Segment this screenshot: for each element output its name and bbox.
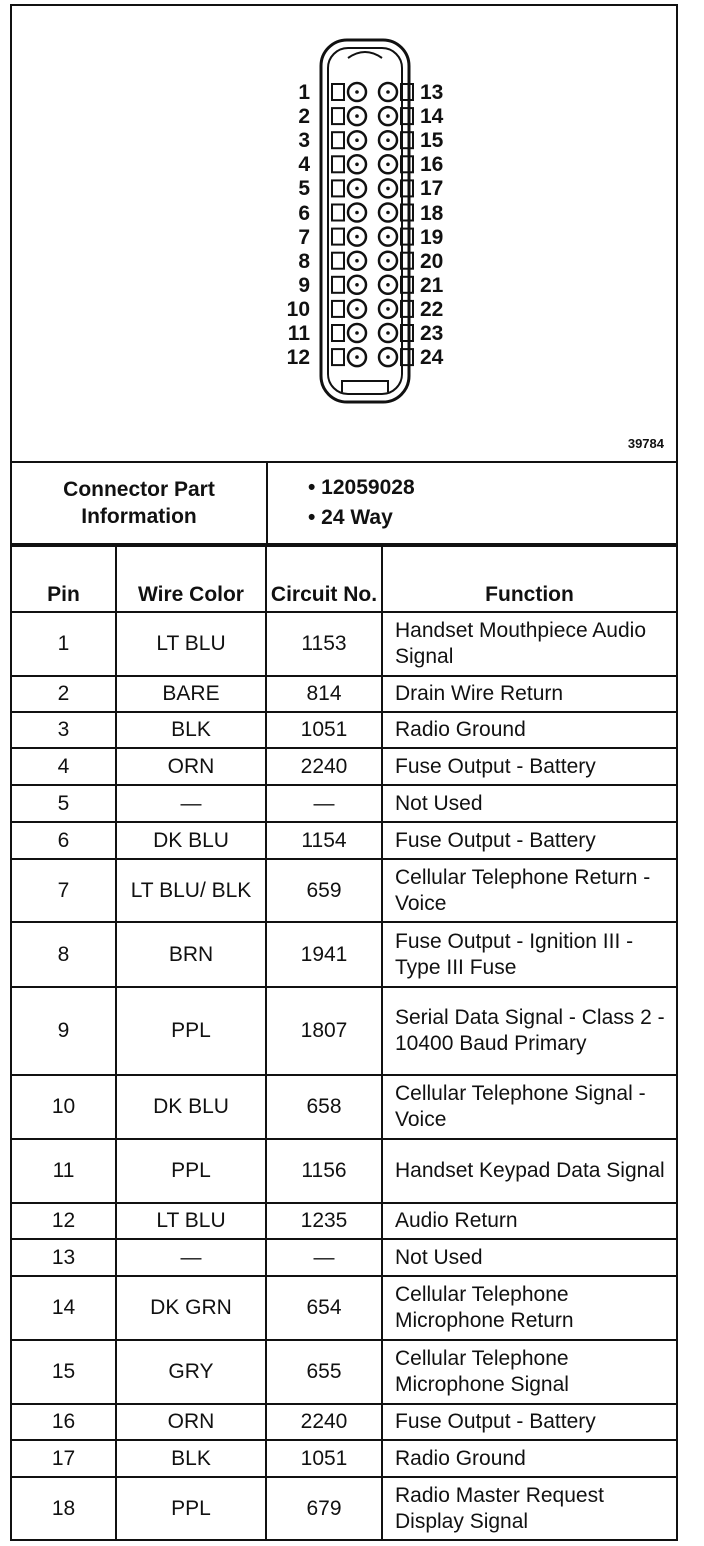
cell-wire-color: DK BLU [116,1075,266,1139]
pin-terminal-right-dot [386,114,390,118]
table-row [12,1239,676,1276]
pin-terminal-right-dot [386,259,390,263]
cell-wire-color: LT BLU [116,612,266,676]
pin-label-right: 14 [420,105,444,129]
cell-circuit-no: 1051 [266,712,382,748]
table-row [12,1440,676,1477]
pin-label-right: 23 [420,322,444,345]
way-count: • 24 Way [308,506,393,529]
header-function: Function [382,546,676,612]
cell-wire-color: LT BLU/ BLK [116,859,266,922]
cell-function: Cellular Telephone Return - Voice [382,859,676,922]
pin-label-left: 2 [298,105,310,129]
pin-terminal-left-dot [355,90,359,94]
cell-pin: 14 [12,1276,116,1340]
connector-latch [348,52,382,58]
pin-label-left: 10 [286,297,310,321]
cell-function: Fuse Output - Battery [382,748,676,785]
table-row [12,987,676,1075]
cell-pin: 4 [12,748,116,785]
cell-pin: 18 [12,1477,116,1540]
pinout-page [10,4,678,1541]
cell-function: Serial Data Signal - Class 2 - 10400 Baud Primary [382,987,676,1075]
connector-bottom-key [342,381,388,392]
pin-label-right: 22 [420,297,444,321]
cell-wire-color: DK BLU [116,822,266,859]
pin-cavity-left [332,84,344,100]
pin-terminal-right-dot [386,187,390,191]
cell-function: Drain Wire Return [382,676,676,712]
cell-pin: 11 [12,1139,116,1203]
pin-cavity-left [332,156,344,172]
pin-label-right: 13 [420,81,444,104]
pin-label-left: 12 [286,346,310,370]
pin-cavity-left [332,205,344,221]
pin-cavity-left [332,277,344,293]
pin-terminal-left-dot [355,331,359,335]
pin-terminal-left-dot [355,114,359,118]
cell-function: Radio Ground [382,712,676,748]
table-row [12,676,676,712]
cell-wire-color: LT BLU [116,1203,266,1239]
figure-number: 39784 [627,436,664,451]
pin-cavity-left [332,301,344,317]
pin-label-right: 21 [420,273,444,297]
connector-diagram [12,6,676,463]
pinout-table [12,545,676,1541]
pin-cavity-left [332,349,344,365]
cell-pin: 15 [12,1340,116,1404]
table-row [12,612,676,676]
cell-pin: 12 [12,1203,116,1239]
pin-terminal-left-dot [355,235,359,239]
cell-circuit-no: 2240 [266,748,382,785]
cell-function: Cellular Telephone Microphone Signal [382,1340,676,1404]
table-row [12,748,676,785]
pin-label-right: 16 [420,153,444,177]
cell-pin: 7 [12,859,116,922]
cell-function: Handset Mouthpiece Audio Signal [382,612,676,676]
pin-cavity-left [332,108,344,124]
cell-pin: 9 [12,987,116,1075]
table-row [12,785,676,822]
cell-function: Handset Keypad Data Signal [382,1139,676,1203]
table-row [12,822,676,859]
cell-wire-color: — [116,1239,266,1276]
pin-terminal-left-dot [355,355,359,359]
pin-terminal-left-dot [355,138,359,142]
cell-circuit-no: 658 [266,1075,382,1139]
table-header-row [12,546,676,612]
table-row [12,1075,676,1139]
cell-circuit-no: 1154 [266,822,382,859]
pin-terminal-right-dot [386,138,390,142]
pin-cavity-left [332,325,344,341]
cell-circuit-no: — [266,1239,382,1276]
cell-wire-color: DK GRN [116,1276,266,1340]
cell-pin: 6 [12,822,116,859]
cell-circuit-no: 655 [266,1340,382,1404]
table-row [12,712,676,748]
table-row [12,1139,676,1203]
pin-label-right: 18 [420,201,444,225]
pin-label-right: 20 [420,249,444,273]
pin-label-right: 24 [420,346,444,370]
pin-terminal-right-dot [386,235,390,239]
cell-function: Not Used [382,1239,676,1276]
cell-circuit-no: 679 [266,1477,382,1540]
connector-part-info [12,463,676,545]
cell-function: Cellular Telephone Signal - Voice [382,1075,676,1139]
cell-pin: 13 [12,1239,116,1276]
cell-circuit-no: 1153 [266,612,382,676]
table-row [12,859,676,922]
pin-label-right: 19 [420,225,444,249]
pin-terminal-left-dot [355,187,359,191]
cell-pin: 10 [12,1075,116,1139]
pin-label-left: 7 [298,225,310,249]
pin-terminal-left-dot [355,283,359,287]
pin-cavity-left [332,253,344,269]
pin-label-left: 11 [287,322,310,345]
pin-terminal-right-dot [386,331,390,335]
pin-label-left: 3 [298,129,310,153]
connector-drawing [12,6,676,461]
pin-label-left: 4 [298,153,310,177]
cell-wire-color: PPL [116,1477,266,1540]
pin-terminal-left-dot [355,259,359,263]
cell-pin: 16 [12,1404,116,1440]
cell-wire-color: BARE [116,676,266,712]
cell-wire-color: BLK [116,1440,266,1477]
cell-circuit-no: 654 [266,1276,382,1340]
cell-circuit-no: 1235 [266,1203,382,1239]
pin-label-left: 5 [298,177,310,201]
cell-function: Audio Return [382,1203,676,1239]
pin-label-right: 17 [420,177,444,201]
cell-wire-color: BRN [116,922,266,987]
pin-cavity-left [332,180,344,196]
cell-circuit-no: — [266,785,382,822]
cell-pin: 8 [12,922,116,987]
pin-label-left: 1 [298,81,310,104]
cell-circuit-no: 2240 [266,1404,382,1440]
cell-circuit-no: 1941 [266,922,382,987]
cell-circuit-no: 814 [266,676,382,712]
cell-pin: 2 [12,676,116,712]
pin-terminal-left-dot [355,163,359,167]
pin-terminal-right-dot [386,163,390,167]
cell-function: Fuse Output - Ignition III - Type III Fuse [382,922,676,987]
cell-wire-color: BLK [116,712,266,748]
cell-wire-color: GRY [116,1340,266,1404]
header-circuit-no: Circuit No. [266,546,382,612]
cell-function: Fuse Output - Battery [382,1404,676,1440]
pin-label-right: 15 [420,129,444,153]
part-number: • 12059028 [308,476,415,499]
table-row [12,1477,676,1540]
table-row [12,922,676,987]
header-pin: Pin [12,546,116,612]
cell-circuit-no: 1051 [266,1440,382,1477]
cell-pin: 1 [12,612,116,676]
pin-label-left: 8 [298,249,310,273]
cell-function: Fuse Output - Battery [382,822,676,859]
cell-circuit-no: 1156 [266,1139,382,1203]
table-row [12,1340,676,1404]
cell-circuit-no: 659 [266,859,382,922]
pin-terminal-right-dot [386,211,390,215]
cell-wire-color: PPL [116,987,266,1075]
pin-terminal-right-dot [386,355,390,359]
cell-wire-color: PPL [116,1139,266,1203]
pin-terminal-right-dot [386,307,390,311]
table-row [12,1404,676,1440]
cell-pin: 17 [12,1440,116,1477]
pin-label-left: 9 [298,273,310,297]
pin-cavity-left [332,132,344,148]
cell-circuit-no: 1807 [266,987,382,1075]
pin-terminal-left-dot [355,307,359,311]
pin-label-left: 6 [298,201,310,225]
cell-pin: 3 [12,712,116,748]
cell-wire-color: ORN [116,1404,266,1440]
pin-terminal-right-dot [386,283,390,287]
cell-wire-color: ORN [116,748,266,785]
cell-function: Cellular Telephone Microphone Return [382,1276,676,1340]
table-row [12,1276,676,1340]
pin-cavity-left [332,229,344,245]
cell-function: Not Used [382,785,676,822]
connector-info-label: Connector Part Information [12,463,268,543]
cell-wire-color: — [116,785,266,822]
pin-terminal-left-dot [355,211,359,215]
cell-function: Radio Ground [382,1440,676,1477]
cell-pin: 5 [12,785,116,822]
table-row [12,1203,676,1239]
pin-terminal-right-dot [386,90,390,94]
cell-function: Radio Master Request Display Signal [382,1477,676,1540]
header-wire-color: Wire Color [116,546,266,612]
